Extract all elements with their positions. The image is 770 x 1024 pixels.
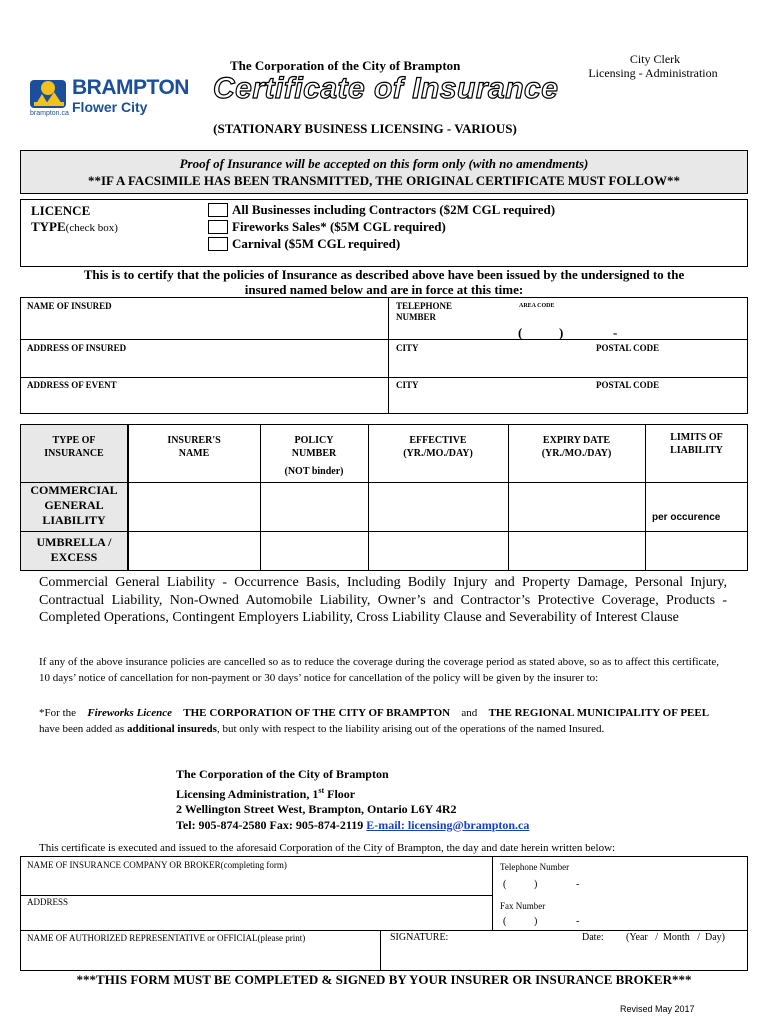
per-occurrence-label: per occurence <box>652 512 721 523</box>
address-line1: The Corporation of the City of Brampton <box>176 767 389 781</box>
telephone-label: TELEPHONE <box>396 301 453 311</box>
broker-phone-paren-close: ) <box>534 879 538 890</box>
logo-tagline: Flower City <box>72 99 148 115</box>
corp-title: The Corporation of the City of Brampton <box>230 58 461 73</box>
number-label: NUMBER <box>396 312 436 322</box>
area-code-label: AREA CODE <box>519 303 555 309</box>
event-postal-field[interactable] <box>592 391 742 413</box>
notice-line2: **IF A FACSIMILE HAS BEEN TRANSMITTED, THE ORIGINAL CERTIFICATE MUST FOLLOW** <box>87 173 680 188</box>
event-city-field[interactable] <box>392 391 582 413</box>
umbrella-effective-field[interactable] <box>371 534 505 568</box>
checkbox-all-businesses[interactable] <box>208 203 228 217</box>
address-of-event-field[interactable] <box>24 391 384 413</box>
cgl-effective-field[interactable] <box>371 486 505 528</box>
notice-box <box>20 150 748 194</box>
executed-text: This certificate is executed and issued to the aforesaid Corporation of the City of Brampton, the day and date herein written below: <box>39 842 616 854</box>
col-limits-header: LIMITS OF LIABILITY <box>670 432 723 456</box>
date-format-hint: (Year / Month / Day) <box>626 932 725 943</box>
col-effective-header: EFFECTIVE (YR./MO./DAY) <box>403 435 473 459</box>
email-link[interactable]: E-mail: licensing@brampton.ca <box>366 817 530 832</box>
fireworks-text: *For the Fireworks Licence THE CORPORATION OF THE CITY OF BRAMPTON and THE REGIONAL MUNICIPALITY OF PEEL have been added as additional insureds, but only with respect to the liability arising out of the operations of the named Insured. <box>39 707 710 735</box>
event-city-label: CITY <box>396 380 419 390</box>
name-of-insured-label: NAME OF INSURED <box>27 301 112 311</box>
clerk-line1: City Clerk <box>629 52 681 66</box>
subtitle: (STATIONARY BUSINESS LICENSING - VARIOUS) <box>213 121 517 136</box>
broker-fax-label: Fax Number <box>500 901 546 911</box>
broker-address-label: ADDRESS <box>27 897 69 907</box>
row-cgl-label: COMMERCIAL GENERAL LIABILITY <box>30 483 118 527</box>
brampton-logo <box>28 74 189 122</box>
signature-label: SIGNATURE: <box>390 932 449 943</box>
licence-type-label: TYPE(check box) <box>31 219 118 234</box>
broker-fax-field[interactable] <box>498 913 742 928</box>
umbrella-expiry-field[interactable] <box>511 534 642 568</box>
checkbox-fireworks[interactable] <box>208 220 228 234</box>
rep-name-field[interactable] <box>24 945 376 967</box>
signature-field[interactable] <box>455 933 575 967</box>
revised-date: Revised May 2017 <box>620 1004 695 1014</box>
postal-code-label: POSTAL CODE <box>596 343 660 353</box>
clerk-line2: Licensing - Administration <box>588 66 718 80</box>
certify-line1: This is to certify that the policies of Insurance as described above have been issued by the undersigned to the <box>83 267 685 282</box>
col-expiry-header: EXPIRY DATE (YR./MO./DAY) <box>541 435 612 459</box>
umbrella-limits-field[interactable] <box>648 534 744 568</box>
col-policy-header: POLICY NUMBER <box>291 435 337 459</box>
col-policy-note: (NOT binder) <box>284 466 344 477</box>
address-of-insured-field[interactable] <box>24 354 384 376</box>
broker-fax-paren-open: ( <box>503 916 507 927</box>
phone-dash: - <box>613 325 618 340</box>
licence-option-carnival: Carnival ($5M CGL required) <box>232 236 401 251</box>
licence-label: LICENCE <box>31 203 91 218</box>
phone-paren-open: ( <box>518 325 523 340</box>
address-line4: Tel: 905-874-2580 Fax: 905-874-2119 E-mail: licensing@brampton.ca <box>176 817 530 832</box>
cancellation-text: If any of the above insurance policies are cancelled so as to reduce the coverage during the coverage period as stated above, so as to affect this certificate, 10 days’ notice of cancellation for non-payment or 30 days’ notice for cancellation of the policy will be given by the insurer to: <box>39 656 719 684</box>
rep-name-label: NAME OF AUTHORIZED REPRESENTATIVE or OFFICIAL(please print) <box>27 933 306 943</box>
broker-name-field[interactable] <box>24 872 488 892</box>
must-complete-notice: ***THIS FORM MUST BE COMPLETED & SIGNED BY YOUR INSURER OR INSURANCE BROKER*** <box>76 972 692 987</box>
address-line3: 2 Wellington Street West, Brampton, Ontario L6Y 4R2 <box>176 802 457 816</box>
date-label: Date: <box>582 932 604 943</box>
col-insurer-header: INSURER'S NAME <box>167 435 221 459</box>
licence-option-all: All Businesses including Contractors ($2M CGL required) <box>232 202 556 217</box>
umbrella-policy-field[interactable] <box>263 534 365 568</box>
checkbox-carnival[interactable] <box>208 237 228 251</box>
umbrella-insurer-field[interactable] <box>131 534 257 568</box>
col-type-header: TYPE OF INSURANCE <box>44 435 104 459</box>
certify-line2: insured named below and are in force at this time: <box>244 282 524 297</box>
address-line2: Licensing Administration, 1st Floor <box>176 785 356 801</box>
logo-name: BRAMPTON <box>72 76 189 99</box>
notice-line1: Proof of Insurance will be accepted on this form only (with no amendments) <box>179 156 589 171</box>
address-of-insured-label: ADDRESS OF INSURED <box>27 343 127 353</box>
cgl-policy-field[interactable] <box>263 486 365 528</box>
logo-site: brampton.ca <box>30 110 69 117</box>
event-postal-code-label: POSTAL CODE <box>596 380 660 390</box>
name-of-insured-field[interactable] <box>24 312 384 336</box>
doc-title: Certificate of Insurance <box>213 72 559 105</box>
cgl-expiry-field[interactable] <box>511 486 642 528</box>
insured-phone-field[interactable] <box>470 322 740 338</box>
broker-phone-dash: - <box>576 879 580 890</box>
cgl-limits-field[interactable] <box>648 486 744 510</box>
phone-paren-close: ) <box>559 325 564 340</box>
cgl-insurer-field[interactable] <box>131 486 257 528</box>
broker-address-field[interactable] <box>24 908 488 928</box>
city-label: CITY <box>396 343 419 353</box>
coverage-text: Commercial General Liability - Occurrence Basis, Including Bodily Injury and Property Damage, Personal Injury, Contractual Liability, Non-Owned Automobile Liability, Owner’s and Contractor’s Protective Coverage, Products - Completed Operations, Contingent Employers Liability, Cross Liability Clause and Severability of Interest Clause <box>39 575 727 625</box>
broker-name-label: NAME OF INSURANCE COMPANY OR BROKER(completing form) <box>27 860 287 870</box>
broker-fax-dash: - <box>576 916 580 927</box>
broker-fax-paren-close: ) <box>534 916 538 927</box>
broker-phone-paren-open: ( <box>503 879 507 890</box>
address-of-event-label: ADDRESS OF EVENT <box>27 380 117 390</box>
insured-postal-field[interactable] <box>592 354 742 376</box>
broker-phone-field[interactable] <box>498 876 742 892</box>
row-umbrella-label: UMBRELLA / EXCESS <box>36 535 112 564</box>
address-block <box>176 767 529 833</box>
date-field[interactable] <box>610 945 744 967</box>
insured-city-field[interactable] <box>392 354 582 376</box>
broker-phone-label: Telephone Number <box>500 862 570 872</box>
licence-option-fireworks: Fireworks Sales* ($5M CGL required) <box>232 219 446 234</box>
